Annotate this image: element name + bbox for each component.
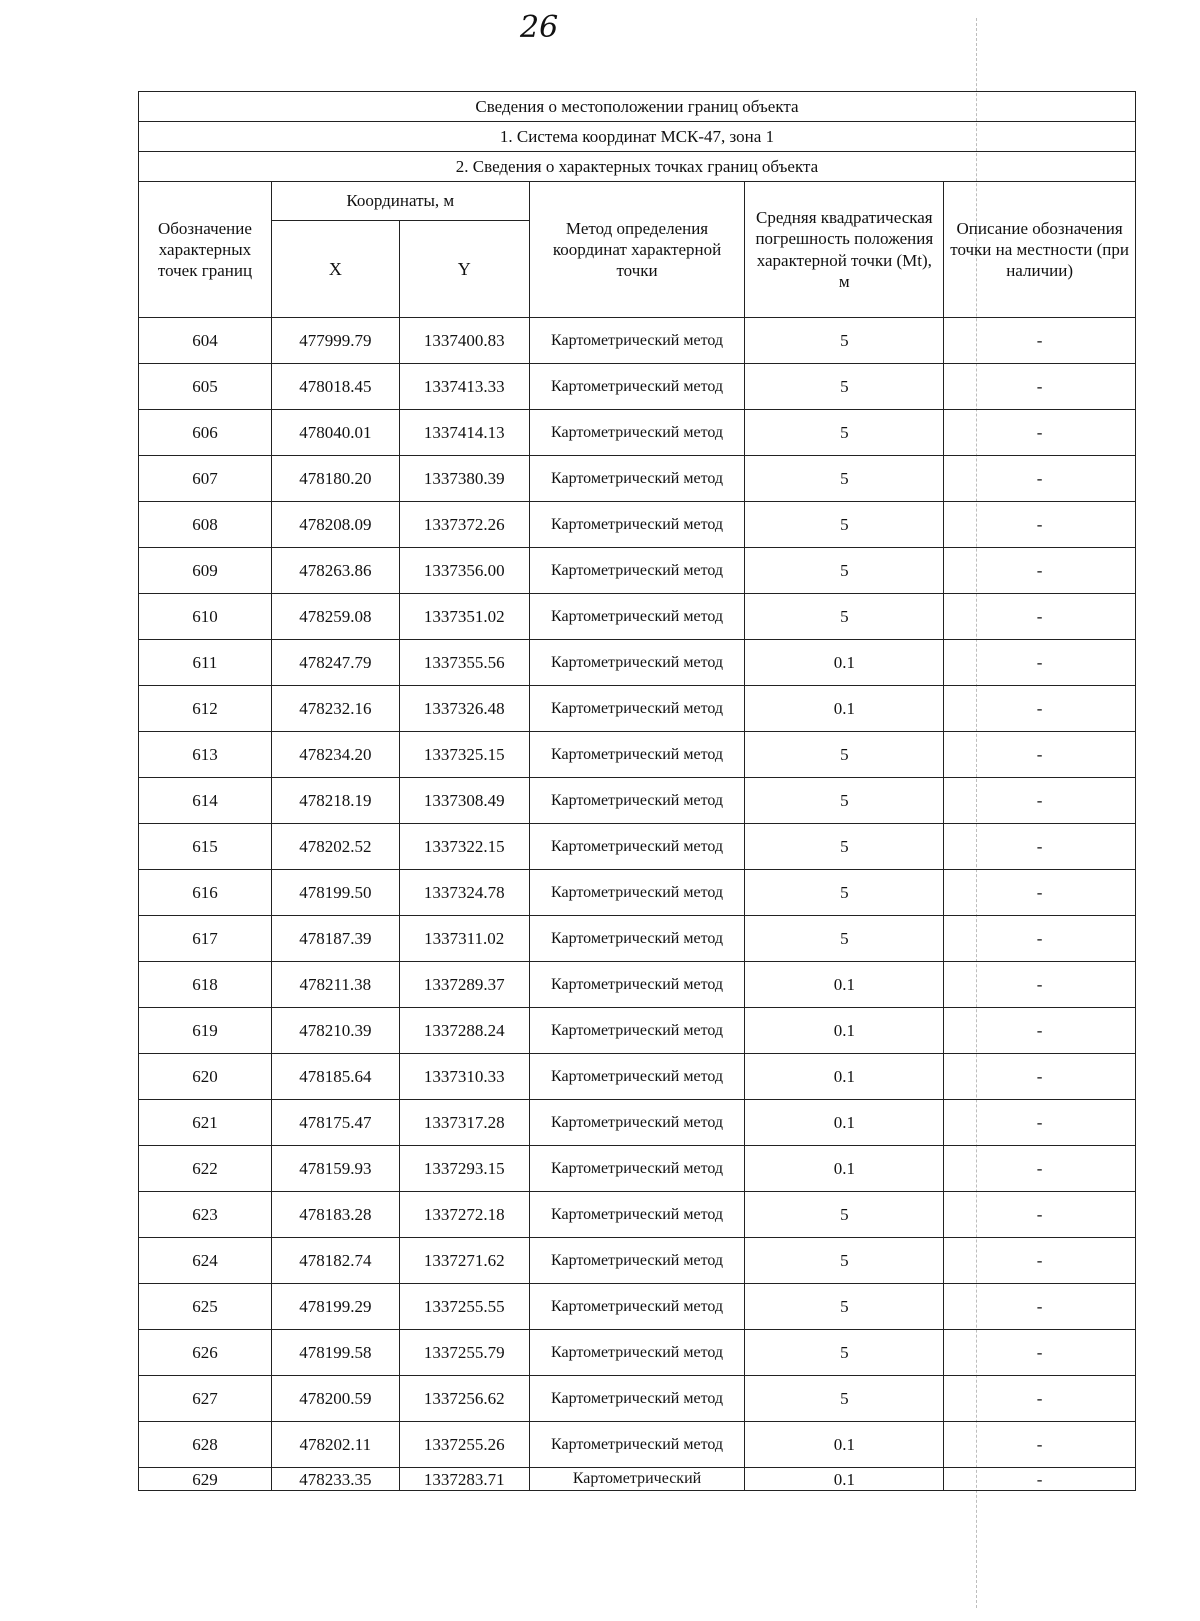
cell-description: - [944,1468,1136,1491]
cell-y: 1337288.24 [399,1008,529,1054]
cell-x: 478182.74 [271,1238,399,1284]
table-row [139,1330,1136,1376]
cell-x: 478187.39 [271,916,399,962]
cell-x: 478199.58 [271,1330,399,1376]
page-number: 26 [520,10,559,45]
cell-x: 478247.79 [271,640,399,686]
table-row [139,1008,1136,1054]
table-row [139,1376,1136,1422]
table-row [139,962,1136,1008]
cell-y: 1337326.48 [399,686,529,732]
cell-x: 478200.59 [271,1376,399,1422]
table-body [139,318,1136,1491]
boundary-points-table [138,91,1136,1491]
cell-point-id: 604 [139,318,272,364]
cell-description: - [944,1146,1136,1192]
cell-error: 5 [745,778,944,824]
cell-point-id: 619 [139,1008,272,1054]
cell-error: 5 [745,1376,944,1422]
header-error: Средняя квадратическая погрешность положения характерной точки (Mt), м [745,182,944,318]
cell-y: 1337317.28 [399,1100,529,1146]
cell-error: 5 [745,870,944,916]
table-row [139,870,1136,916]
cell-method: Картометрический метод [529,1146,745,1192]
table-row [139,456,1136,502]
cell-y: 1337256.62 [399,1376,529,1422]
cell-error: 5 [745,1238,944,1284]
header-y: Y [399,221,529,318]
cell-y: 1337372.26 [399,502,529,548]
table-row [139,1284,1136,1330]
cell-error: 0.1 [745,1054,944,1100]
cell-method: Картометрический метод [529,1238,745,1284]
cell-y: 1337272.18 [399,1192,529,1238]
cell-y: 1337255.79 [399,1330,529,1376]
table-row [139,318,1136,364]
cell-y: 1337255.26 [399,1422,529,1468]
cell-error: 5 [745,824,944,870]
cell-x: 478159.93 [271,1146,399,1192]
cell-error: 0.1 [745,1008,944,1054]
cell-method: Картометрический метод [529,1008,745,1054]
cell-x: 478185.64 [271,1054,399,1100]
table-row [139,594,1136,640]
cell-point-id: 617 [139,916,272,962]
cell-error: 0.1 [745,1146,944,1192]
cell-method: Картометрический метод [529,1376,745,1422]
cell-x: 478199.29 [271,1284,399,1330]
cell-y: 1337400.83 [399,318,529,364]
cell-point-id: 610 [139,594,272,640]
cell-method: Картометрический метод [529,824,745,870]
cell-point-id: 615 [139,824,272,870]
cell-point-id: 606 [139,410,272,456]
table-row [139,916,1136,962]
cell-x: 477999.79 [271,318,399,364]
cell-method: Картометрический метод [529,1284,745,1330]
cell-method: Картометрический метод [529,916,745,962]
cell-point-id: 614 [139,778,272,824]
cell-error: 5 [745,548,944,594]
cell-method: Картометрический метод [529,456,745,502]
cell-description: - [944,1192,1136,1238]
table-row [139,410,1136,456]
cell-description: - [944,364,1136,410]
cell-description: - [944,594,1136,640]
cell-description: - [944,870,1136,916]
cell-y: 1337289.37 [399,962,529,1008]
cell-error: 5 [745,502,944,548]
header-method: Метод определения координат характерной точки [529,182,745,318]
cell-y: 1337310.33 [399,1054,529,1100]
cell-error: 5 [745,410,944,456]
cell-description: - [944,778,1136,824]
cell-error: 5 [745,594,944,640]
coordinate-system-title: 1. Система координат МСК-47, зона 1 [139,122,1136,152]
cell-description: - [944,916,1136,962]
cell-point-id: 622 [139,1146,272,1192]
header-description: Описание обозначения точки на местности (при наличии) [944,182,1136,318]
cell-method: Картометрический метод [529,962,745,1008]
cell-x: 478183.28 [271,1192,399,1238]
cell-method: Картометрический метод [529,318,745,364]
cell-method: Картометрический метод [529,1422,745,1468]
cell-x: 478040.01 [271,410,399,456]
table-row [139,640,1136,686]
cell-y: 1337311.02 [399,916,529,962]
cell-point-id: 623 [139,1192,272,1238]
cell-description: - [944,686,1136,732]
cell-point-id: 607 [139,456,272,502]
cell-y: 1337308.49 [399,778,529,824]
cell-error: 0.1 [745,686,944,732]
cell-x: 478234.20 [271,732,399,778]
cell-y: 1337325.15 [399,732,529,778]
cell-y: 1337413.33 [399,364,529,410]
cell-x: 478263.86 [271,548,399,594]
cell-description: - [944,1100,1136,1146]
cell-y: 1337324.78 [399,870,529,916]
cell-point-id: 611 [139,640,272,686]
table-row [139,1238,1136,1284]
cell-method: Картометрический метод [529,594,745,640]
cell-method: Картометрический метод [529,686,745,732]
cell-description: - [944,1054,1136,1100]
cell-description: - [944,502,1136,548]
cell-point-id: 624 [139,1238,272,1284]
table-row [139,548,1136,594]
cell-method: Картометрический метод [529,870,745,916]
cell-error: 0.1 [745,1468,944,1491]
cell-error: 5 [745,732,944,778]
cell-point-id: 612 [139,686,272,732]
cell-error: 5 [745,1192,944,1238]
cell-description: - [944,732,1136,778]
cell-method: Картометрический метод [529,1330,745,1376]
cell-description: - [944,1376,1136,1422]
cell-description: - [944,318,1136,364]
cell-error: 5 [745,318,944,364]
cell-x: 478175.47 [271,1100,399,1146]
cell-point-id: 605 [139,364,272,410]
cell-x: 478202.52 [271,824,399,870]
cell-point-id: 629 [139,1468,272,1491]
cell-x: 478259.08 [271,594,399,640]
cell-x: 478211.38 [271,962,399,1008]
cell-method: Картометрический [529,1468,745,1491]
cell-description: - [944,548,1136,594]
table-row [139,1422,1136,1468]
cell-method: Картометрический метод [529,732,745,778]
table-row [139,1054,1136,1100]
cell-method: Картометрический метод [529,364,745,410]
cell-error: 5 [745,456,944,502]
cell-y: 1337414.13 [399,410,529,456]
cell-description: - [944,1422,1136,1468]
cell-error: 0.1 [745,962,944,1008]
table-row [139,1468,1136,1491]
table-row [139,502,1136,548]
cell-method: Картометрический метод [529,502,745,548]
cell-point-id: 608 [139,502,272,548]
cell-error: 5 [745,364,944,410]
cell-x: 478180.20 [271,456,399,502]
cell-x: 478233.35 [271,1468,399,1491]
cell-y: 1337255.55 [399,1284,529,1330]
cell-x: 478218.19 [271,778,399,824]
cell-point-id: 625 [139,1284,272,1330]
cell-y: 1337293.15 [399,1146,529,1192]
table-row [139,824,1136,870]
cell-description: - [944,1008,1136,1054]
cell-point-id: 609 [139,548,272,594]
cell-x: 478018.45 [271,364,399,410]
cell-point-id: 621 [139,1100,272,1146]
cell-x: 478199.50 [271,870,399,916]
cell-x: 478232.16 [271,686,399,732]
cell-method: Картометрический метод [529,1100,745,1146]
cell-x: 478202.11 [271,1422,399,1468]
cell-description: - [944,962,1136,1008]
cell-point-id: 616 [139,870,272,916]
cell-point-id: 627 [139,1376,272,1422]
cell-x: 478210.39 [271,1008,399,1054]
cell-error: 0.1 [745,1422,944,1468]
cell-error: 5 [745,1330,944,1376]
cell-point-id: 618 [139,962,272,1008]
header-coordinates: Координаты, м [271,182,529,221]
cell-y: 1337356.00 [399,548,529,594]
cell-method: Картометрический метод [529,778,745,824]
table-row [139,1192,1136,1238]
table-row [139,1100,1136,1146]
cell-method: Картометрический метод [529,548,745,594]
cell-y: 1337355.56 [399,640,529,686]
cell-y: 1337380.39 [399,456,529,502]
cell-method: Картометрический метод [529,410,745,456]
cell-method: Картометрический метод [529,1054,745,1100]
cell-description: - [944,410,1136,456]
cell-error: 5 [745,1284,944,1330]
table-row [139,732,1136,778]
cell-point-id: 628 [139,1422,272,1468]
cell-x: 478208.09 [271,502,399,548]
cell-y: 1337322.15 [399,824,529,870]
cell-y: 1337271.62 [399,1238,529,1284]
table-row [139,686,1136,732]
cell-description: - [944,1284,1136,1330]
cell-description: - [944,824,1136,870]
cell-description: - [944,640,1136,686]
header-x: X [271,221,399,318]
table-title: Сведения о местоположении границ объекта [139,92,1136,122]
cell-point-id: 613 [139,732,272,778]
header-point-id: Обозначение характерных точек границ [139,182,272,318]
cell-y: 1337351.02 [399,594,529,640]
cell-error: 0.1 [745,640,944,686]
table-row [139,1146,1136,1192]
points-section-title: 2. Сведения о характерных точках границ объекта [139,152,1136,182]
cell-description: - [944,1330,1136,1376]
cell-error: 0.1 [745,1100,944,1146]
cell-method: Картометрический метод [529,1192,745,1238]
cell-point-id: 620 [139,1054,272,1100]
table-row [139,364,1136,410]
cell-y: 1337283.71 [399,1468,529,1491]
cell-error: 5 [745,916,944,962]
cell-description: - [944,456,1136,502]
cell-method: Картометрический метод [529,640,745,686]
cell-point-id: 626 [139,1330,272,1376]
cell-description: - [944,1238,1136,1284]
table-row [139,778,1136,824]
